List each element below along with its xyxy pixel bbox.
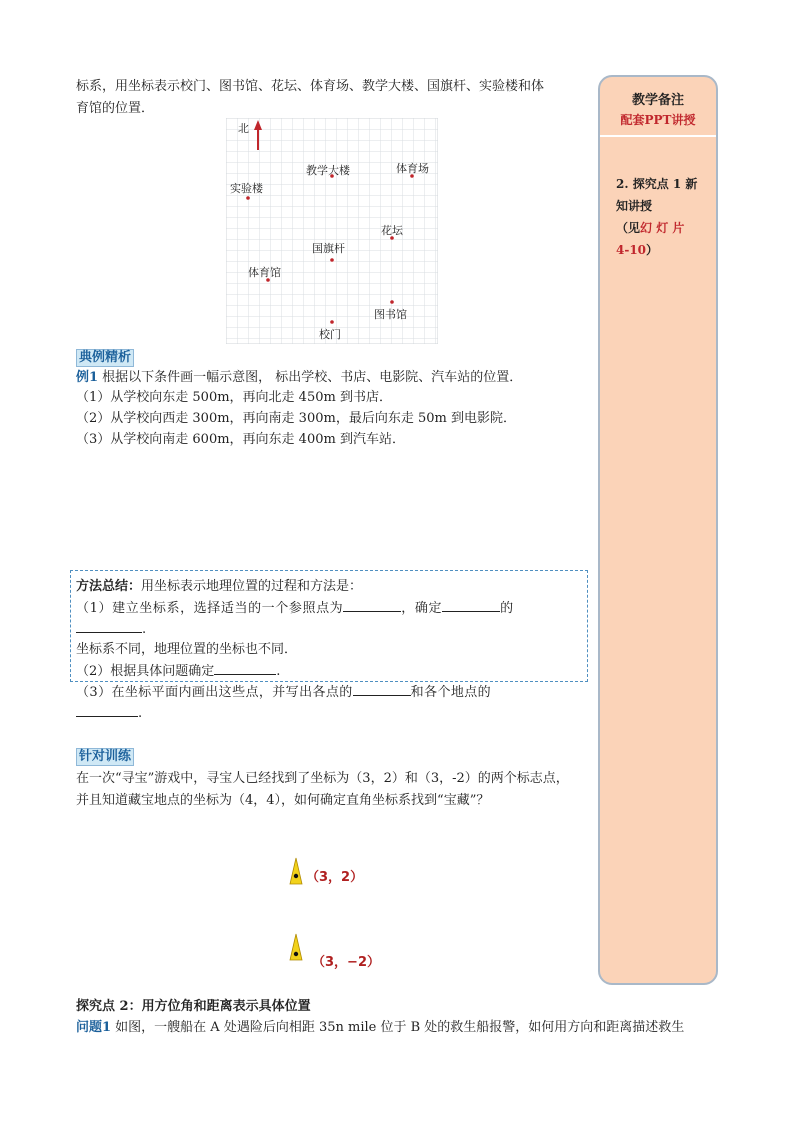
training-tag-row [76,748,134,766]
teaching-notes-title: 教学备注 [631,93,684,108]
training-tag: 针对训练 [76,748,134,766]
method-title [76,578,362,596]
method-step-1 [76,599,514,618]
method-step-2-text: （2）根据具体问题确定 [76,664,215,679]
place-label-teaching-building: 教学大楼 [306,164,350,177]
method-step-1-cont [76,620,146,639]
method-step-3 [76,683,491,702]
example-tag: 典例精析 [76,349,134,367]
example-item-3: （3）从学校向南走 600m，再向东走 400m 到汽车站． [76,432,405,447]
teaching-note-line-4 [616,239,712,261]
teaching-note-line-3-a: （见 [616,221,641,235]
blank-determine[interactable] [442,599,500,612]
question-text: 如图，一艘船在 A 处遇险后向相距 35n mile 位于 B 处的救生船报警，如何用方向和距离描述救生 [111,1020,685,1035]
place-label-gym: 体育馆 [248,266,281,279]
blank-step-1-cont[interactable] [76,620,142,633]
training-line-1: 在一次“寻宝”游戏中，寻宝人已经找到了坐标为（3，2）和（3，-2）的两个标志点， [76,771,569,786]
question-label: 问题1 [76,1020,112,1035]
teaching-notes-subtitle: 配套PPT讲授 [620,113,696,127]
teaching-notes-divider [600,135,716,137]
teaching-note [616,173,712,261]
place-label-library: 图书馆 [374,308,407,321]
teaching-note-line-2: 知讲授 [616,199,653,213]
teaching-note-line-4-end: ） [646,243,659,257]
example-item-2: （2）从学校向西走 300m，再向南走 300m，最后向东走 50m 到电影院． [76,411,516,426]
teaching-note-slide-range: 4-10 [616,243,647,257]
example-item-1: （1）从学校向东走 500m，再向北走 450m 到书店． [76,390,392,405]
blank-step-2[interactable] [214,662,276,675]
place-label-stadium: 体育场 [396,162,429,175]
method-note: 坐标系不同，地理位置的坐标也不同． [76,642,298,657]
place-label-lab-building: 实验楼 [230,182,263,195]
method-step-1-text-b: ，确定 [401,601,443,616]
blank-reference-point[interactable] [343,599,401,612]
dot-school-gate [330,320,334,324]
example-label: 例1 [76,370,99,385]
method-label: 方法总结： [76,579,142,594]
method-step-3-end: . [138,706,143,721]
blank-step-3-cont[interactable] [76,704,138,717]
flag-marker-2 [288,932,304,962]
method-step-3-text-a: （3）在坐标平面内画出这些点，并写出各点的 [76,685,353,700]
north-label: 北 [238,122,249,135]
method-step-2 [76,662,280,681]
blank-coordinates[interactable] [353,683,411,696]
method-step-3-text-b: 和各个地点的 [410,685,492,700]
flag-coordinate-1: （3，2） [306,870,364,885]
teaching-note-slides: 幻 灯 片 [640,221,685,235]
teaching-notes-header [600,77,716,135]
teaching-note-line-1: 2. 探究点 1 新 [616,177,698,191]
method-text: 用坐标表示地理位置的过程和方法是： [141,579,363,594]
example-prompt [76,369,522,387]
campus-map [226,118,438,344]
method-step-3-cont [76,704,142,723]
dot-lab-building [246,196,250,200]
example-tag-row [76,349,134,367]
method-step-1-text-c: 的 [500,601,514,616]
dot-flagpole [330,258,334,262]
explore-2-question [76,1019,684,1037]
place-label-flower-bed: 花坛 [381,224,403,237]
place-label-school-gate: 校门 [319,328,341,341]
explore-2-heading: 探究点 2：用方位角和距离表示具体位置 [76,999,311,1014]
intro-line-2: 育馆的位置． [76,101,155,116]
training-line-2: 并且知道藏宝地点的坐标为（4，4），如何确定直角坐标系找到“宝藏”？ [76,793,490,808]
flag-coordinate-2: （3，−2） [312,955,380,970]
method-step-2-end: . [276,664,281,679]
teaching-notes-panel [598,75,718,985]
dot-library [390,300,394,304]
flag-marker-1 [288,856,304,886]
example-text: 根据以下条件画一幅示意图， 标出学校、书店、电影院、汽车站的位置． [98,370,523,385]
method-step-1-text-a: （1）建立坐标系，选择适当的一个参照点为 [76,601,344,616]
place-label-flagpole: 国旗杆 [312,242,345,255]
teaching-note-line-3 [616,217,712,239]
intro-line-1: 标系，用坐标表示校门、图书馆、花坛、体育场、教学大楼、国旗杆、实验楼和体 [76,79,545,94]
method-step-1-cont-text: . [142,622,147,637]
